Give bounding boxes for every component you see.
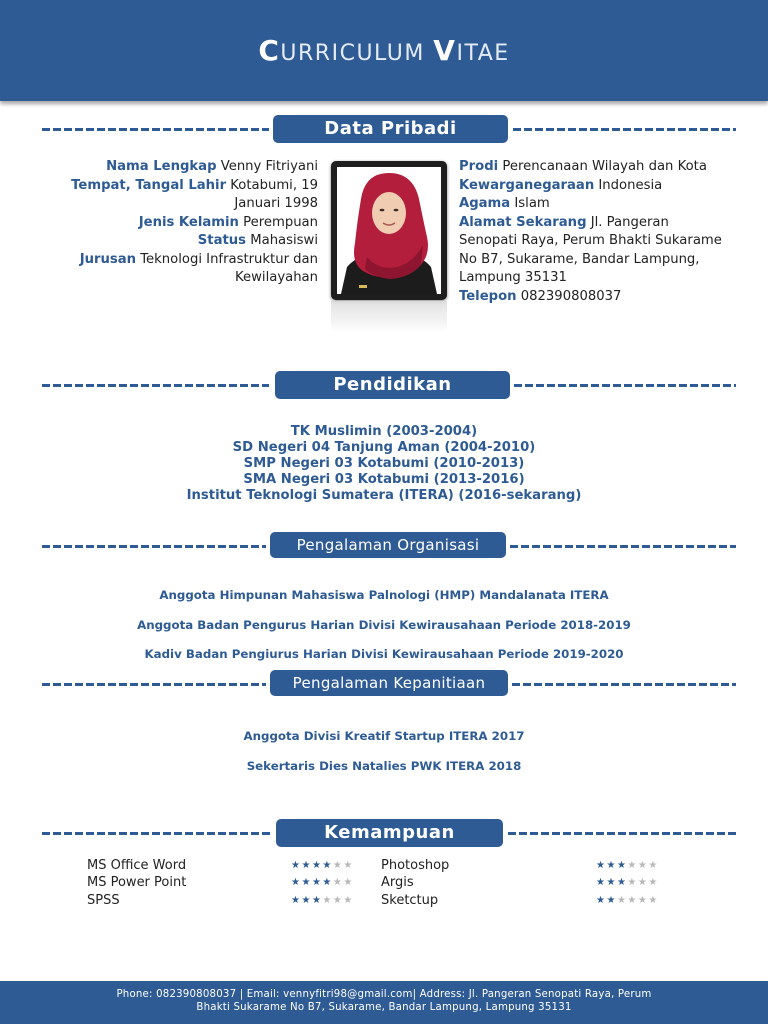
field-label: Telepon — [459, 288, 517, 304]
star-empty-icon: ★ — [637, 860, 649, 871]
star-empty-icon: ★ — [332, 895, 344, 906]
field-value: Teknologi Infrastruktur dan Kewilayahan — [140, 251, 318, 285]
skill-rating — [596, 874, 659, 892]
skill-rating — [291, 874, 354, 892]
skill-name: Argis — [381, 875, 414, 890]
star-empty-icon: ★ — [627, 860, 638, 871]
star-filled-icon: ★ — [596, 895, 607, 906]
star-empty-icon: ★ — [627, 895, 638, 906]
education-list — [0, 424, 768, 504]
star-empty-icon: ★ — [322, 895, 333, 906]
dashed-divider — [513, 128, 736, 131]
star-filled-icon: ★ — [311, 860, 323, 871]
skill-rating — [596, 892, 659, 910]
organization-item: Anggota Himpunan Mahasiswa Palnologi (HMP) Mandalanata ITERA — [159, 588, 609, 602]
star-empty-icon: ★ — [627, 877, 638, 888]
star-empty-icon: ★ — [332, 860, 344, 871]
page-title: CURRICULUM VITAE — [258, 34, 510, 67]
section-skills — [42, 819, 736, 849]
contact-footer — [0, 981, 768, 1024]
field-value: Perempuan — [243, 214, 318, 230]
field-value: Indonesia — [598, 177, 663, 193]
star-empty-icon: ★ — [637, 895, 649, 906]
dashed-divider — [508, 832, 736, 835]
field-label: Kewarganegaraan — [459, 177, 595, 193]
star-empty-icon: ★ — [648, 860, 659, 871]
star-filled-icon: ★ — [301, 895, 312, 906]
star-filled-icon: ★ — [301, 877, 312, 888]
organization-item: Anggota Badan Pengurus Harian Divisi Kewirausahaan Periode 2018-2019 — [137, 618, 631, 632]
field-value: Kotabumi, 19 Januari 1998 — [230, 177, 318, 211]
dashed-divider — [510, 545, 736, 548]
star-filled-icon: ★ — [596, 877, 607, 888]
footer-line: Phone: 082390808037 | Email: vennyfitri98@gmail.com| Address: Jl. Pangeran Senopati Raya, Perum — [116, 989, 652, 1000]
dashed-divider — [42, 545, 266, 548]
skill-name: MS Power Point — [87, 875, 187, 890]
star-empty-icon: ★ — [648, 895, 659, 906]
field-label: Agama — [459, 196, 511, 211]
section-personal — [42, 115, 736, 145]
field-label: Alamat Sekarang — [459, 214, 587, 230]
section-title-education: Pendidikan — [275, 371, 510, 399]
star-empty-icon: ★ — [648, 877, 659, 888]
section-education — [42, 371, 736, 401]
field-label: Prodi — [459, 159, 499, 174]
field-label: Nama Lengkap — [106, 159, 217, 174]
star-filled-icon: ★ — [616, 860, 628, 871]
star-filled-icon: ★ — [616, 877, 628, 888]
field-value: Jl. Pangeran Senopati Raya, Perum Bhakti Sukarame No B7, Sukarame, Bandar Lampung, Lampung 35131 — [459, 214, 722, 285]
profile-photo — [331, 161, 447, 333]
dashed-divider — [42, 128, 269, 131]
field-value: Islam — [514, 196, 550, 211]
personal-info-left — [50, 158, 318, 288]
star-empty-icon: ★ — [343, 895, 354, 906]
star-filled-icon: ★ — [311, 895, 323, 906]
photo-reflection — [331, 301, 447, 333]
star-filled-icon: ★ — [322, 877, 333, 888]
education-item: SMP Negeri 03 Kotabumi (2010-2013) — [243, 456, 525, 471]
education-item: SMA Negeri 03 Kotabumi (2013-2016) — [243, 472, 525, 487]
section-title-skills: Kemampuan — [276, 819, 503, 847]
star-filled-icon: ★ — [311, 877, 323, 888]
skill-name: MS Office Word — [87, 858, 187, 873]
skill-name: Sketctup — [381, 893, 439, 908]
organization-item: Kadiv Badan Pengiurus Harian Divisi Kewirausahaan Periode 2019-2020 — [144, 647, 624, 661]
cv-header — [0, 0, 768, 101]
star-empty-icon: ★ — [637, 877, 649, 888]
star-filled-icon: ★ — [606, 895, 617, 906]
star-empty-icon: ★ — [343, 877, 354, 888]
section-committee — [42, 670, 736, 700]
education-item: TK Muslimin (2003-2004) — [290, 424, 478, 439]
dashed-divider — [42, 832, 270, 835]
star-filled-icon: ★ — [291, 877, 302, 888]
dashed-divider — [42, 384, 269, 387]
skill-rating — [291, 892, 354, 910]
star-empty-icon: ★ — [343, 860, 354, 871]
dashed-divider — [514, 384, 736, 387]
field-value: Venny Fitriyani — [220, 159, 318, 174]
skill-rating — [596, 857, 659, 875]
skill-name: Photoshop — [381, 858, 450, 873]
field-label: Jurusan — [79, 251, 137, 267]
personal-info-right — [459, 158, 729, 306]
star-empty-icon: ★ — [616, 895, 628, 906]
star-empty-icon: ★ — [332, 877, 344, 888]
section-title-organization: Pengalaman Organisasi — [270, 532, 506, 558]
photo-frame — [331, 161, 447, 300]
field-value: Perencanaan Wilayah dan Kota — [502, 159, 707, 174]
star-filled-icon: ★ — [291, 895, 302, 906]
field-label: Jenis Kelamin — [138, 214, 239, 230]
star-filled-icon: ★ — [301, 860, 312, 871]
section-title-committee: Pengalaman Kepanitiaan — [270, 670, 508, 696]
star-filled-icon: ★ — [596, 860, 607, 871]
committee-item: Anggota Divisi Kreatif Startup ITERA 2017 — [243, 729, 525, 743]
skill-name: SPSS — [87, 893, 120, 908]
section-title-personal: Data Pribadi — [273, 115, 508, 143]
committee-item: Sekertaris Dies Natalies PWK ITERA 2018 — [246, 759, 522, 773]
footer-line: Bhakti Sukarame No B7, Sukarame, Bandar Lampung, Lampung 35131 — [196, 1002, 572, 1013]
star-filled-icon: ★ — [606, 877, 617, 888]
star-filled-icon: ★ — [606, 860, 617, 871]
field-value: Mahasiswi — [250, 233, 318, 248]
skill-rating — [291, 857, 354, 875]
field-label: Tempat, Tangal Lahir — [71, 177, 227, 193]
star-filled-icon: ★ — [322, 860, 333, 871]
star-filled-icon: ★ — [291, 860, 302, 871]
section-organization — [42, 532, 736, 562]
education-item: Institut Teknologi Sumatera (ITERA) (2016-sekarang) — [186, 488, 582, 503]
skills-list — [0, 857, 768, 917]
portrait-image — [337, 167, 441, 294]
field-label: Status — [197, 233, 247, 248]
dashed-divider — [42, 683, 266, 686]
dashed-divider — [512, 683, 736, 686]
education-item: SD Negeri 04 Tanjung Aman (2004-2010) — [232, 440, 536, 455]
field-value: 082390808037 — [520, 288, 622, 304]
